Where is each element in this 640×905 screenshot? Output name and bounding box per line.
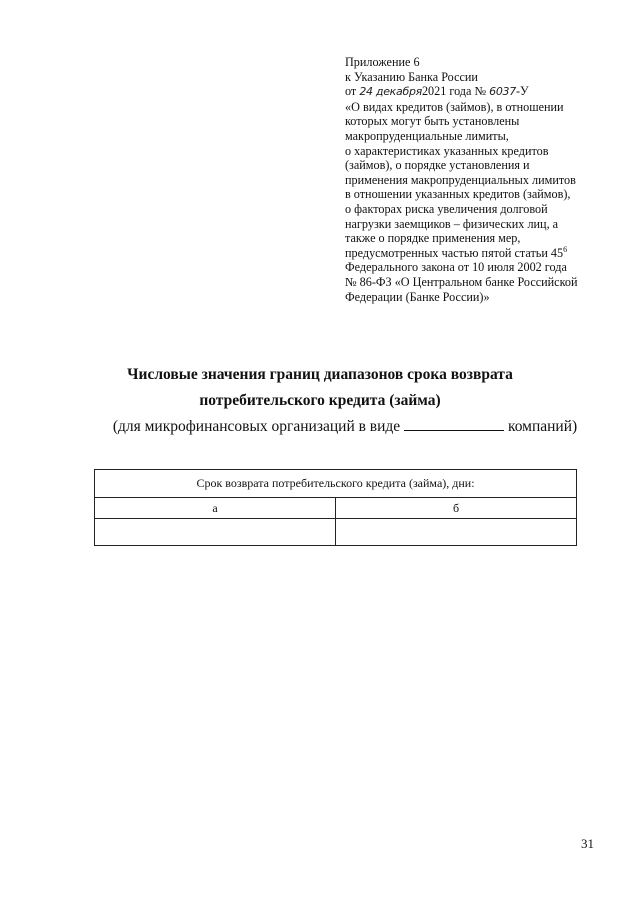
date-prefix: от: [345, 84, 357, 99]
subheading-prefix: (для микрофинансовых организаций в виде: [112, 418, 401, 435]
fill-in-blank: [404, 418, 504, 431]
appendix-title-line: применения макропруденциальных лимитов: [345, 172, 576, 187]
appendix-title-line: (займов), о порядке установления и: [345, 158, 530, 173]
appendix-title-line: о характеристиках указанных кредитов: [345, 143, 549, 158]
document-subheading: [0, 418, 640, 436]
page-number: 31: [581, 836, 594, 851]
number-suffix: -У: [515, 84, 529, 99]
appendix-title-line: в отношении указанных кредитов (займов),: [345, 187, 571, 202]
document-heading-line-1: Числовые значения границ диапазонов срока возврата: [127, 366, 513, 383]
table-header-cell: Срок возврата потребительского кредита (займа), дни:: [95, 470, 577, 498]
appendix-title-line: Федерального закона от 10 июля 2002 года: [345, 260, 567, 275]
article-text: предусмотренных частью пятой статьи 45: [345, 245, 564, 260]
appendix-title-line: Федерации (Банке России)»: [345, 289, 490, 304]
column-b-header: б: [336, 498, 577, 519]
appendix-title-line: о факторах риска увеличения долговой: [345, 201, 548, 216]
appendix-article-line: [345, 246, 605, 261]
appendix-reference: к Указанию Банка России: [345, 69, 478, 84]
appendix-number: Приложение 6: [345, 55, 420, 69]
date-middle: 2021 года №: [421, 84, 487, 99]
repayment-term-table: [94, 469, 577, 546]
handwritten-date: 24 декабря: [359, 85, 422, 99]
appendix-title-line: нагрузки заемщиков – физических лиц, а: [345, 216, 559, 231]
empty-cell-a: [95, 519, 336, 546]
appendix-title-line: которых могут быть установлены: [345, 114, 520, 129]
document-heading-line-2: потребительского кредита (займа): [199, 392, 441, 409]
article-superscript: 6: [563, 244, 568, 254]
table-column-row: [95, 498, 577, 519]
appendix-title-line: макропруденциальные лимиты,: [345, 128, 509, 143]
table-row: [95, 519, 577, 546]
appendix-title-line: также о порядке применения мер,: [345, 231, 521, 246]
empty-cell-b: [336, 519, 577, 546]
handwritten-number: 6037: [489, 85, 516, 99]
appendix-title-line: «О видах кредитов (займов), в отношении: [345, 99, 564, 114]
table-header-row: [95, 470, 577, 498]
column-a-header: а: [95, 498, 336, 519]
appendix-date-line: [345, 84, 605, 100]
appendix-block: [345, 55, 605, 304]
appendix-title-line: № 86-ФЗ «О Центральном банке Российской: [345, 274, 578, 289]
subheading-suffix: компаний): [507, 418, 578, 435]
